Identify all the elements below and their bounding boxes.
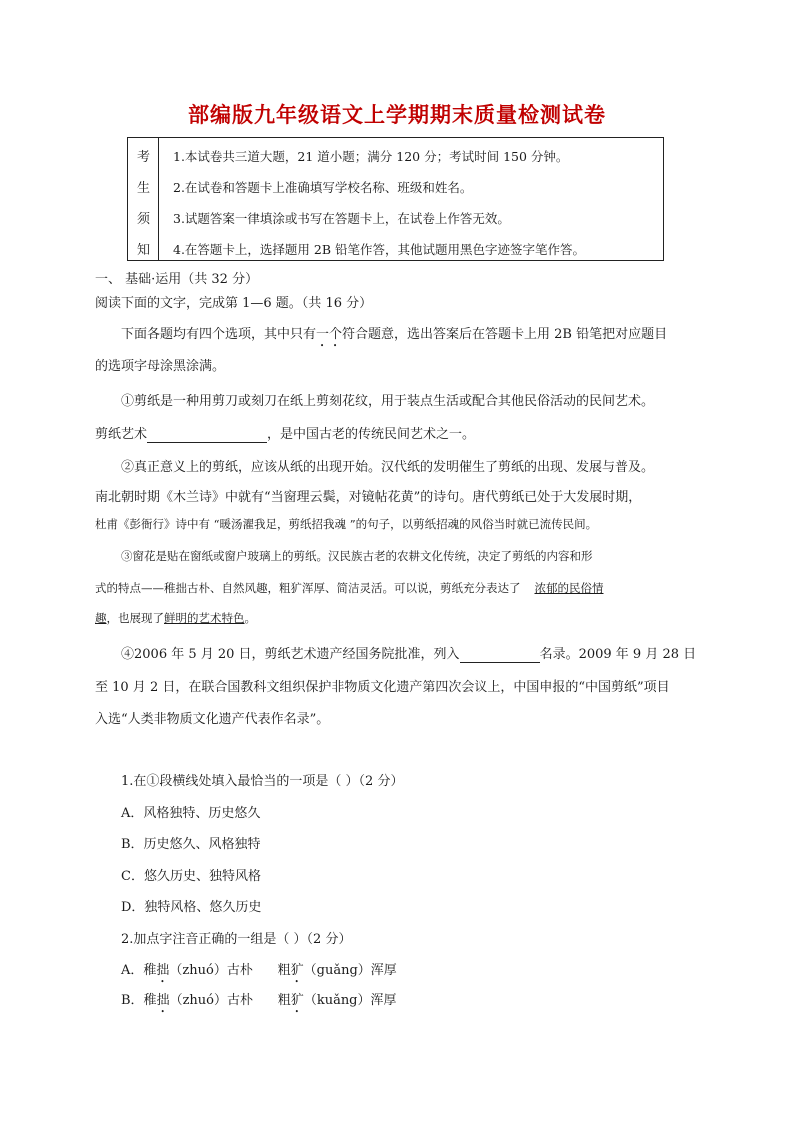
paragraph-text: 。 <box>244 611 256 625</box>
dotted-character: 拙 <box>156 993 170 1008</box>
question-2-stem: 2.加点字注音正确的一组是（ ）（2 分） <box>121 932 352 947</box>
paragraph-1-line <box>95 423 475 443</box>
option-text: （guǎng）浑厚 <box>303 963 397 978</box>
paragraph-2-line: 杜甫《彭衙行》诗中有 “暖汤濯我足，剪纸招我魂 ”的句子，以剪纸招魂的风俗当时就已流传民间。 <box>95 517 598 531</box>
paragraph-3-line <box>95 610 256 626</box>
paragraph-3-line: ③窗花是贴在窗纸或窗户玻璃上的剪纸。汉民族古老的农耕文化传统，决定了剪纸的内容和形 <box>121 549 593 563</box>
paragraph-4-line: 入选“人类非物质文化遗产代表作名录”。 <box>95 712 330 727</box>
document-title: 部编版九年级语文上学期期末质量检测试卷 <box>188 103 606 127</box>
option-text: （zhuó）古朴 粗 <box>169 993 291 1008</box>
option-text: （kuǎng）浑厚 <box>303 993 397 1008</box>
section-heading: 一、 基础·运用（共 32 分） <box>95 272 259 287</box>
notice-item: 4.在答题卡上，选择题用 2B 铅笔作答，其他试题用黑色字迹签字笔作答。 <box>173 242 586 257</box>
paragraph-text: ，也展现了 <box>106 611 164 625</box>
notice-label-char: 考 <box>136 150 150 165</box>
instructions-text: 符合题意，选出答案后在答题卡上用 2B 铅笔把对应题目 <box>342 327 668 342</box>
paragraph-text: ，是中国古老的传统民间艺术之一。 <box>267 427 476 442</box>
exam-notice-box <box>127 137 664 261</box>
instructions-line <box>121 323 667 350</box>
dotted-character: 犷 <box>290 963 304 978</box>
paragraph-text: ④2006 年 5 月 20 日，剪纸艺术遗产经国务院批准，列入 <box>121 647 460 662</box>
instructions-text: 下面各题均有四个选项，其中只有 <box>121 327 317 342</box>
dotted-character: 拙 <box>156 963 170 978</box>
question-1-option-b: B．历史悠久、风格独特 <box>121 837 261 852</box>
notice-item: 1.本试卷共三道大题，21 道小题；满分 120 分；考试时间 150 分钟。 <box>173 149 569 164</box>
notice-label-column <box>128 138 159 260</box>
option-text: A．稚 <box>121 963 157 978</box>
instructions-line: 的选项字母涂黑涂满。 <box>95 359 226 374</box>
paragraph-4-line: 至 10 月 2 日，在联合国教科文组织保护非物质文化遗产第四次会议上，中国申报的“中国剪纸”项目 <box>95 680 670 695</box>
fill-blank-1 <box>147 427 267 443</box>
notice-item: 2.在试卷和答题卡上准确填写学校名称、班级和姓名。 <box>173 180 473 195</box>
paragraph-text: 名录。2009 年 9 月 28 日 <box>539 647 697 662</box>
question-1-option-c: C．悠久历史、独特风格 <box>121 869 261 884</box>
paragraph-text: 剪纸艺术 <box>95 427 148 442</box>
paragraph-3-line <box>95 580 604 596</box>
emphasized-text: 一个 <box>316 327 343 342</box>
reading-intro: 阅读下面的文字，完成第 1—6 题。（共 16 分） <box>95 296 373 311</box>
underlined-phrase: 鲜明的艺术特色 <box>164 611 245 625</box>
notice-label-char: 知 <box>136 243 150 258</box>
option-text: （zhuó）古朴 粗 <box>169 963 291 978</box>
paragraph-1-line: ①剪纸是一种用剪刀或刻刀在纸上剪刻花纹，用于装点生活或配合其他民俗活动的民间艺术。 <box>121 394 655 409</box>
underlined-phrase: 趣 <box>95 611 107 625</box>
question-1-option-d: D．独特风格、悠久历史 <box>121 900 262 915</box>
option-text: B．稚 <box>121 993 157 1008</box>
paragraph-4-line <box>121 643 696 663</box>
notice-label-char: 须 <box>136 212 150 227</box>
question-2-option-b <box>121 989 397 1016</box>
notice-item: 3.试题答案一律填涂或书写在答题卡上，在试卷上作答无效。 <box>173 211 510 226</box>
notice-label-char: 生 <box>136 181 150 196</box>
paragraph-2-line: ②真正意义上的剪纸，应该从纸的出现开始。汉代纸的发明催生了剪纸的出现、发展与普及。 <box>121 460 655 475</box>
question-1-option-a: A．风格独特、历史悠久 <box>121 806 261 821</box>
paragraph-text: 式的特点——稚拙古朴、自然风趣，粗犷浑厚、简洁灵活。可以说，剪纸充分表达了 <box>95 581 521 595</box>
dotted-character: 犷 <box>290 993 304 1008</box>
paragraph-2-line: 南北朝时期《木兰诗》中就有“当窗理云鬓，对镜帖花黄”的诗句。唐代剪纸已处于大发展时期， <box>95 490 642 505</box>
question-1-stem: 1.在①段横线处填入最恰当的一项是（ ）（2 分） <box>121 774 404 789</box>
fill-blank-2 <box>460 647 540 663</box>
underlined-phrase: 浓郁的民俗情 <box>534 581 604 595</box>
question-2-option-a <box>121 959 397 986</box>
